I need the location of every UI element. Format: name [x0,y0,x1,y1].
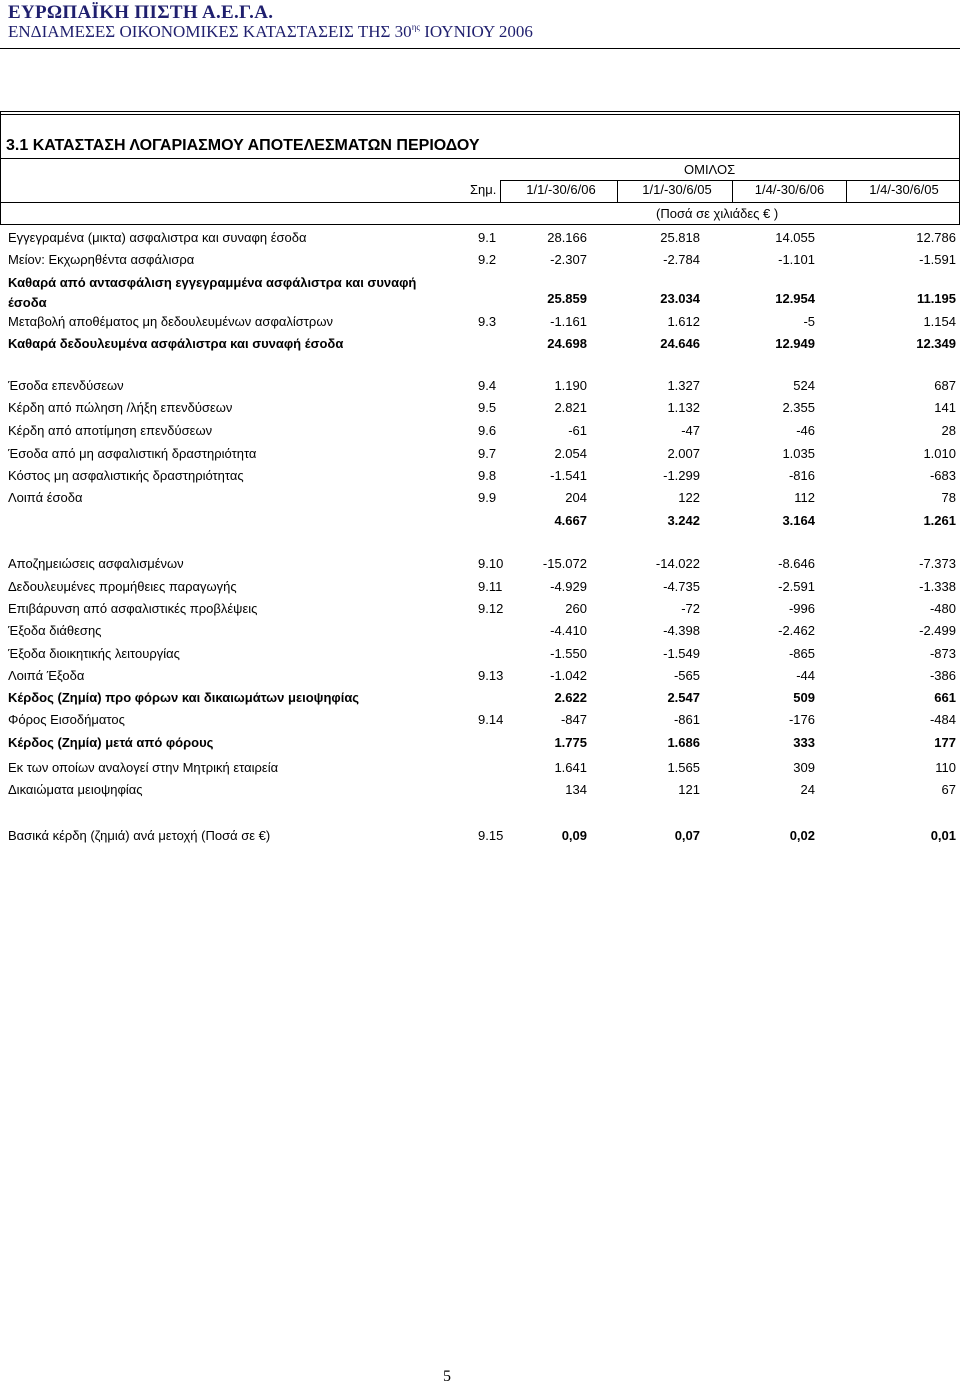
row-value-1: 204 [565,490,587,505]
row-label: Έξοδα διάθεσης [8,623,102,638]
row-value-1: 4.667 [554,513,587,528]
row-label: Έξοδα διοικητικής λειτουργίας [8,646,180,661]
row-value-4: 1.154 [923,314,956,329]
row-value-4: 12.349 [916,336,956,351]
row-value-3: -176 [788,712,815,727]
row-note: 9.5 [478,400,497,415]
row-value-3: 333 [793,735,815,750]
row-value-4: -1.591 [919,252,956,267]
row-value-1: -4.410 [550,623,587,638]
row-value-2: -4.735 [663,579,700,594]
row-value-2: 1.565 [667,760,700,775]
row-value-2: -47 [681,423,700,438]
row-value-4: 110 [935,760,956,775]
row-label: Εκ των οποίων αναλογεί στην Μητρική εταιρεία [8,760,279,775]
row-value-3: -2.462 [778,623,815,638]
row-value-1: 2.821 [554,400,587,415]
page-number: 5 [443,1368,451,1385]
row-label: Δικαιώματα μειοψηφίας [8,782,143,797]
row-value-2: -4.398 [663,623,700,638]
row-value-3: -2.591 [778,579,815,594]
row-value-3: -1.101 [778,252,815,267]
row-value-3: -46 [796,423,815,438]
row-value-1: 2.622 [554,690,587,705]
row-value-3: 2.355 [782,400,815,415]
row-value-1: 1.190 [554,378,587,393]
row-value-3: 1.035 [782,446,815,461]
row-value-2: -72 [681,601,700,616]
table-row-subtotal [0,336,960,356]
grid-col-divider [500,180,501,202]
row-value-4: 67 [941,782,956,797]
row-value-2: 25.818 [660,230,700,245]
table-row [0,314,960,334]
row-label: Καθαρά από αντασφάλιση εγγεγραμμένα ασφάλιστρα και συναφή έσοδα [8,275,417,310]
company-name: ΕΥΡΩΠΑΪΚΗ ΠΙΣΤΗ Α.Ε.Γ.Α. [8,2,274,23]
row-value-1: 1.641 [554,760,587,775]
row-note: 9.11 [478,579,503,594]
unit-note: (Ποσά σε χιλιάδες € ) [656,206,779,221]
row-label: Λοιπά Έξοδα [8,668,85,683]
row-value-4: 78 [941,490,956,505]
grid-col-divider [617,180,618,202]
row-value-1: -2.307 [550,252,587,267]
row-value-2: 1.686 [667,735,700,750]
row-value-4: -683 [929,468,956,483]
table-top-rule-double [0,114,960,115]
row-value-3: -5 [803,314,815,329]
row-value-3: 12.949 [775,336,815,351]
table-row [0,490,960,510]
table-row [0,423,960,443]
row-value-2: 2.007 [667,446,700,461]
row-note: 9.12 [478,601,504,616]
row-value-4: -484 [929,712,956,727]
row-value-4: -873 [929,646,956,661]
row-value-1: -1.042 [550,668,587,683]
row-value-4: -1.338 [919,579,956,594]
row-value-1: -1.550 [550,646,587,661]
row-value-3: -865 [788,646,815,661]
group-underline [500,180,960,181]
row-value-2: -861 [673,712,700,727]
row-note: 9.9 [478,490,497,505]
row-label: Εγγεγραμένα (μικτα) ασφαλιστρα και συναφη έσοδα [8,230,307,245]
table-row [0,378,960,398]
row-value-2: 121 [678,782,700,797]
row-value-4: -2.499 [919,623,956,638]
row-value-3: 309 [793,760,815,775]
column-heading-3: 1/4/-30/6/06 [754,182,825,197]
row-value-4: 1.261 [923,513,956,528]
row-value-1: 24.698 [547,336,587,351]
row-label: Λοιπά έσοδα [8,490,83,505]
table-top-rule [0,111,960,112]
row-value-4: 661 [934,690,956,705]
table-row [0,230,960,250]
row-value-3: -8.646 [778,556,815,571]
row-value-2: 23.034 [660,291,700,306]
row-value-1: 28.166 [547,230,587,245]
row-value-2: 1.327 [667,378,700,393]
row-value-3: 14.055 [775,230,815,245]
row-value-4: -480 [929,601,956,616]
row-value-3: 24 [800,782,815,797]
row-value-3: 112 [794,490,815,505]
row-value-4: -386 [929,668,956,683]
row-value-2: 1.612 [667,314,700,329]
row-value-1: -1.161 [550,314,587,329]
row-value-1: 1.775 [554,735,587,750]
row-value-3: 3.164 [782,513,815,528]
row-value-3: -816 [788,468,815,483]
row-value-4: 177 [934,735,956,750]
row-label: Κόστος μη ασφαλιστικής δραστηριότητας [8,468,244,483]
row-note: 9.1 [478,230,497,245]
row-value-1: -1.541 [550,468,587,483]
row-note: 9.14 [478,712,504,727]
table-row-subtotal [0,690,960,710]
row-label: Κέρδος (Ζημία) προ φόρων και δικαιωμάτων μειοψηφίας [8,690,360,705]
row-note: 9.8 [478,468,497,483]
row-value-1: -4.929 [550,579,587,594]
subtitle-main: ΕΝΔΙΑΜΕΣΕΣ ΟΙΚΟΝΟΜΙΚΕΣ ΚΑΤΑΣΤΑΣΕΙΣ ΤΗΣ 30 [8,22,412,41]
row-label: Δεδουλευμένες προμήθειες παραγωγής [8,579,237,594]
row-label: Βασικά κέρδη (ζημιά) ανά μετοχή (Ποσά σε €) [8,828,271,843]
table-row-subtotal [0,735,960,755]
row-note: 9.13 [478,668,504,683]
row-label: Μεταβολή αποθέματος μη δεδουλευμένων ασφαλίστρων [8,314,333,329]
row-value-1: 134 [565,782,587,797]
row-label: Έσοδα από μη ασφαλιστική δραστηριότητα [8,446,257,461]
row-label: Κέρδη από πώληση /λήξη επενδύσεων [8,400,233,415]
row-note: 9.6 [478,423,497,438]
row-value-4: 12.786 [916,230,956,245]
row-note: 9.15 [478,828,504,843]
row-note: 9.3 [478,314,497,329]
row-value-1: 0,09 [561,828,587,843]
table-row [0,646,960,666]
row-label: Κέρδος (Ζημία) μετά από φόρους [8,735,214,750]
unit-bottom-line [0,224,960,225]
header-rule [0,48,960,49]
row-label: Φόρος Εισοδήματος [8,712,125,727]
table-row [0,712,960,732]
subtitle-end: ΙΟΥΝΙΟΥ 2006 [419,22,533,41]
row-value-1: -847 [560,712,587,727]
row-label: Επιβάρυνση από ασφαλιστικές προβλέψεις [8,601,258,616]
row-value-1: 25.859 [547,291,587,306]
grid-col-divider [846,180,847,202]
row-value-4: -7.373 [919,556,956,571]
row-value-3: 509 [793,690,815,705]
row-value-2: -1.549 [663,646,700,661]
row-value-2: 1.132 [667,400,700,415]
table-row [0,468,960,488]
row-label: Έσοδα επενδύσεων [8,378,124,393]
row-note: 9.7 [478,446,497,461]
row-value-2: -565 [673,668,700,683]
row-value-4: 141 [934,400,956,415]
row-value-2: 2.547 [667,690,700,705]
row-value-1: 2.054 [554,446,587,461]
row-value-2: 3.242 [667,513,700,528]
row-value-4: 687 [934,378,956,393]
row-value-1: -15.072 [542,556,587,571]
table-row [0,446,960,466]
table-row [0,601,960,621]
row-value-2: 24.646 [660,336,700,351]
row-value-4: 0,01 [930,828,956,843]
row-value-2: -1.299 [663,468,700,483]
row-value-2: -14.022 [655,556,700,571]
table-row [0,760,960,780]
group-heading: ΟΜΙΛΟΣ [684,162,736,177]
table-row [0,556,960,576]
row-value-3: 524 [793,378,815,393]
row-label: Κέρδη από αποτίμηση επενδύσεων [8,423,213,438]
row-value-3: 12.954 [775,291,815,306]
table-row-eps [0,828,960,848]
row-note: 9.4 [478,378,497,393]
column-heading-2: 1/1/-30/6/05 [642,182,712,197]
row-label: Μείον: Εκχωρηθέντα ασφάλισρα [8,252,195,267]
row-value-4: 11.195 [916,291,956,306]
column-heading-4: 1/4/-30/6/05 [869,182,939,197]
table-row [0,623,960,643]
row-value-3: -44 [796,668,815,683]
note-column-heading: Σημ. [470,182,497,197]
header-bottom-line [0,202,960,203]
row-note: 9.2 [478,252,497,267]
row-value-2: 122 [678,490,700,505]
grid-left-border [0,111,1,224]
row-value-1: 260 [565,601,587,616]
table-row [0,252,960,272]
row-value-3: 0,02 [789,828,815,843]
row-value-4: 28 [941,423,956,438]
row-value-4: 1.010 [923,446,956,461]
row-label: Καθαρά δεδουλευμένα ασφάλιστρα και συναφή έσοδα [8,336,344,351]
column-heading-1: 1/1/-30/6/06 [526,182,596,197]
header-grid-line [0,158,960,159]
table-row [0,579,960,599]
report-subtitle [8,22,533,42]
grid-col-divider [732,180,733,202]
row-value-1: -61 [568,423,587,438]
row-note: 9.10 [478,556,504,571]
table-row-subtotal [0,273,960,311]
section-title: 3.1 ΚΑΤΑΣΤΑΣΗ ΛΟΓΑΡΙΑΣΜΟΥ ΑΠΟΤΕΛΕΣΜΑΤΩΝ ΠΕΡΙΟΔΟΥ [6,137,480,154]
row-label: Αποζημειώσεις ασφαλισμένων [8,556,184,571]
subtitle-superscript: ης [411,22,420,32]
row-value-3: -996 [788,601,815,616]
table-row [0,782,960,802]
row-value-2: -2.784 [663,252,700,267]
table-row [0,668,960,688]
row-value-2: 0,07 [674,828,700,843]
table-row-subtotal [0,513,960,533]
table-row [0,400,960,420]
